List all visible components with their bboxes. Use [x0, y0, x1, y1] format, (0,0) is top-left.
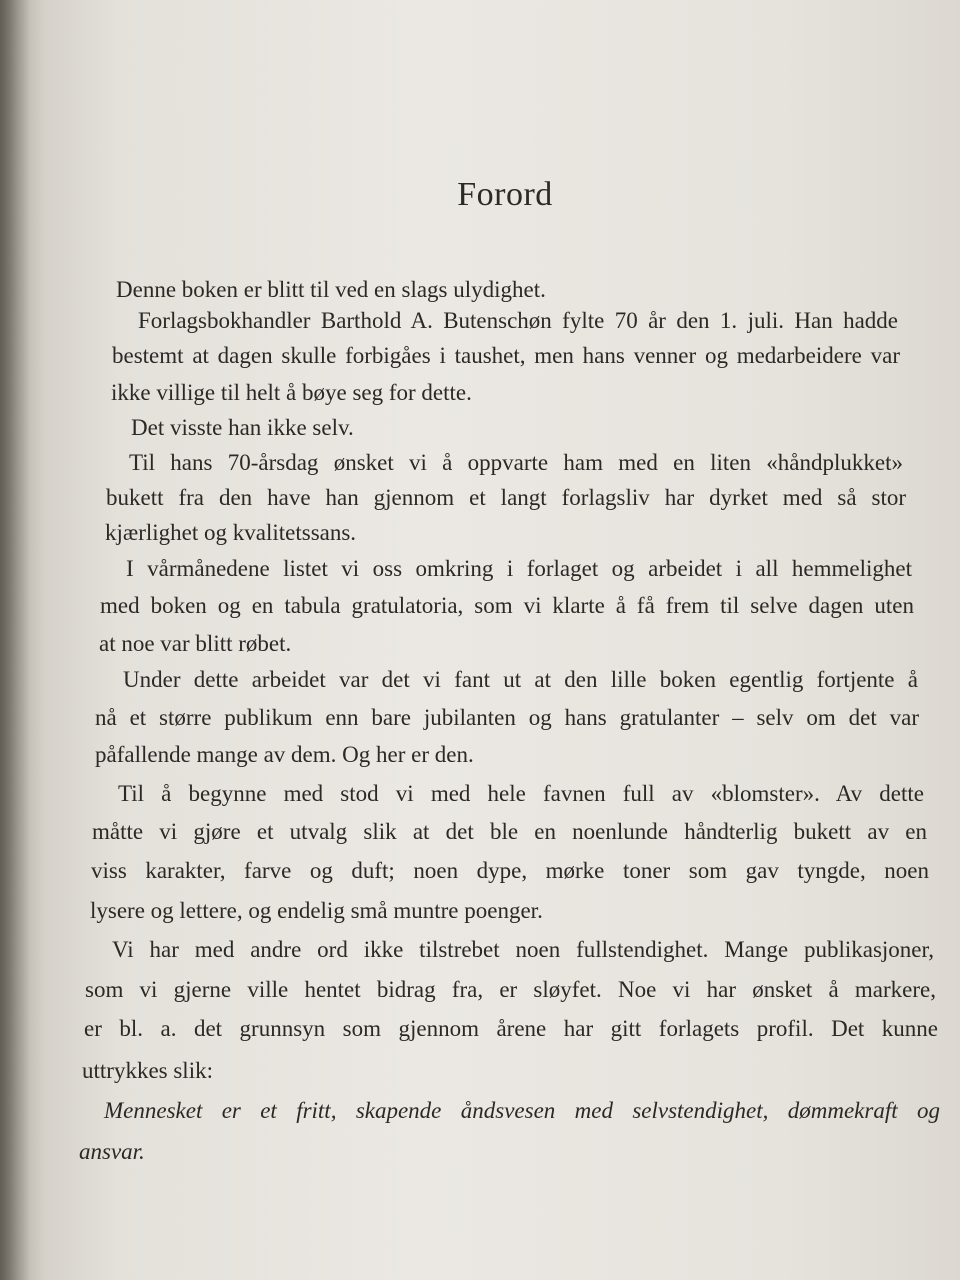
text-line: bestemt at dagen skulle forbigåes i taushet, men hans venner og medarbeidere var: [112, 343, 900, 368]
text-line: kjærlighet og kvalitetssans.: [105, 520, 357, 545]
text-line: som vi gjerne ville hentet bidrag fra, er sløyfet. Noe vi har ønsket å markere,: [85, 977, 936, 1002]
text-line: påfallende mange av dem. Og her er den.: [95, 742, 474, 767]
text-line: Denne boken er blitt til ved en slags ulydighet.: [116, 277, 546, 302]
text-line: lysere og lettere, og endelig små muntre poenger.: [90, 898, 543, 923]
text-line: Det visste han ikke selv.: [131, 415, 354, 440]
text-line: uttrykkes slik:: [82, 1058, 213, 1083]
text-line: bukett fra den have han gjennom et langt forlagsliv har dyrket med så stor: [106, 485, 906, 510]
text-line: måtte vi gjøre et utvalg slik at det ble en noenlunde håndterlig bukett av en: [92, 819, 927, 844]
text-line: at noe var blitt røbet.: [99, 631, 292, 656]
text-line: I vårmånedene listet vi oss omkring i forlaget og arbeidet i all hemmelighet: [126, 556, 912, 581]
text-line: Forlagsbokhandler Barthold A. Butenschøn fylte 70 år den 1. juli. Han hadde: [138, 308, 898, 333]
text-line: nå et større publikum enn bare jubilanten og hans gratulanter – selv om det var: [95, 705, 919, 730]
italic-text-line: ansvar.: [79, 1139, 145, 1164]
text-line: ikke villige til helt å bøye seg for dette.: [111, 380, 472, 405]
text-line: viss karakter, farve og duft; noen dype, mørke toner som gav tyngde, noen: [91, 858, 929, 883]
text-line: Under dette arbeidet var det vi fant ut at den lille boken egentlig fortjente å: [123, 667, 918, 692]
text-line: Vi har med andre ord ikke tilstrebet noen fullstendighet. Mange publikasjoner,: [112, 937, 934, 962]
text-line: er bl. a. det grunnsyn som gjennom årene har gitt forlagets profil. Det kunne: [84, 1016, 938, 1041]
text-line: Til å begynne med stod vi med hele favnen full av «blomster». Av dette: [118, 781, 924, 806]
page-title: Forord: [457, 176, 553, 213]
italic-text-line: Mennesket er et fritt, skapende åndsvesen med selvstendighet, dømmekraft og: [104, 1098, 940, 1123]
text-line: med boken og en tabula gratulatoria, som vi klarte å få frem til selve dagen uten: [100, 593, 914, 618]
text-line: Til hans 70-årsdag ønsket vi å oppvarte ham med en liten «håndplukket»: [129, 450, 903, 475]
